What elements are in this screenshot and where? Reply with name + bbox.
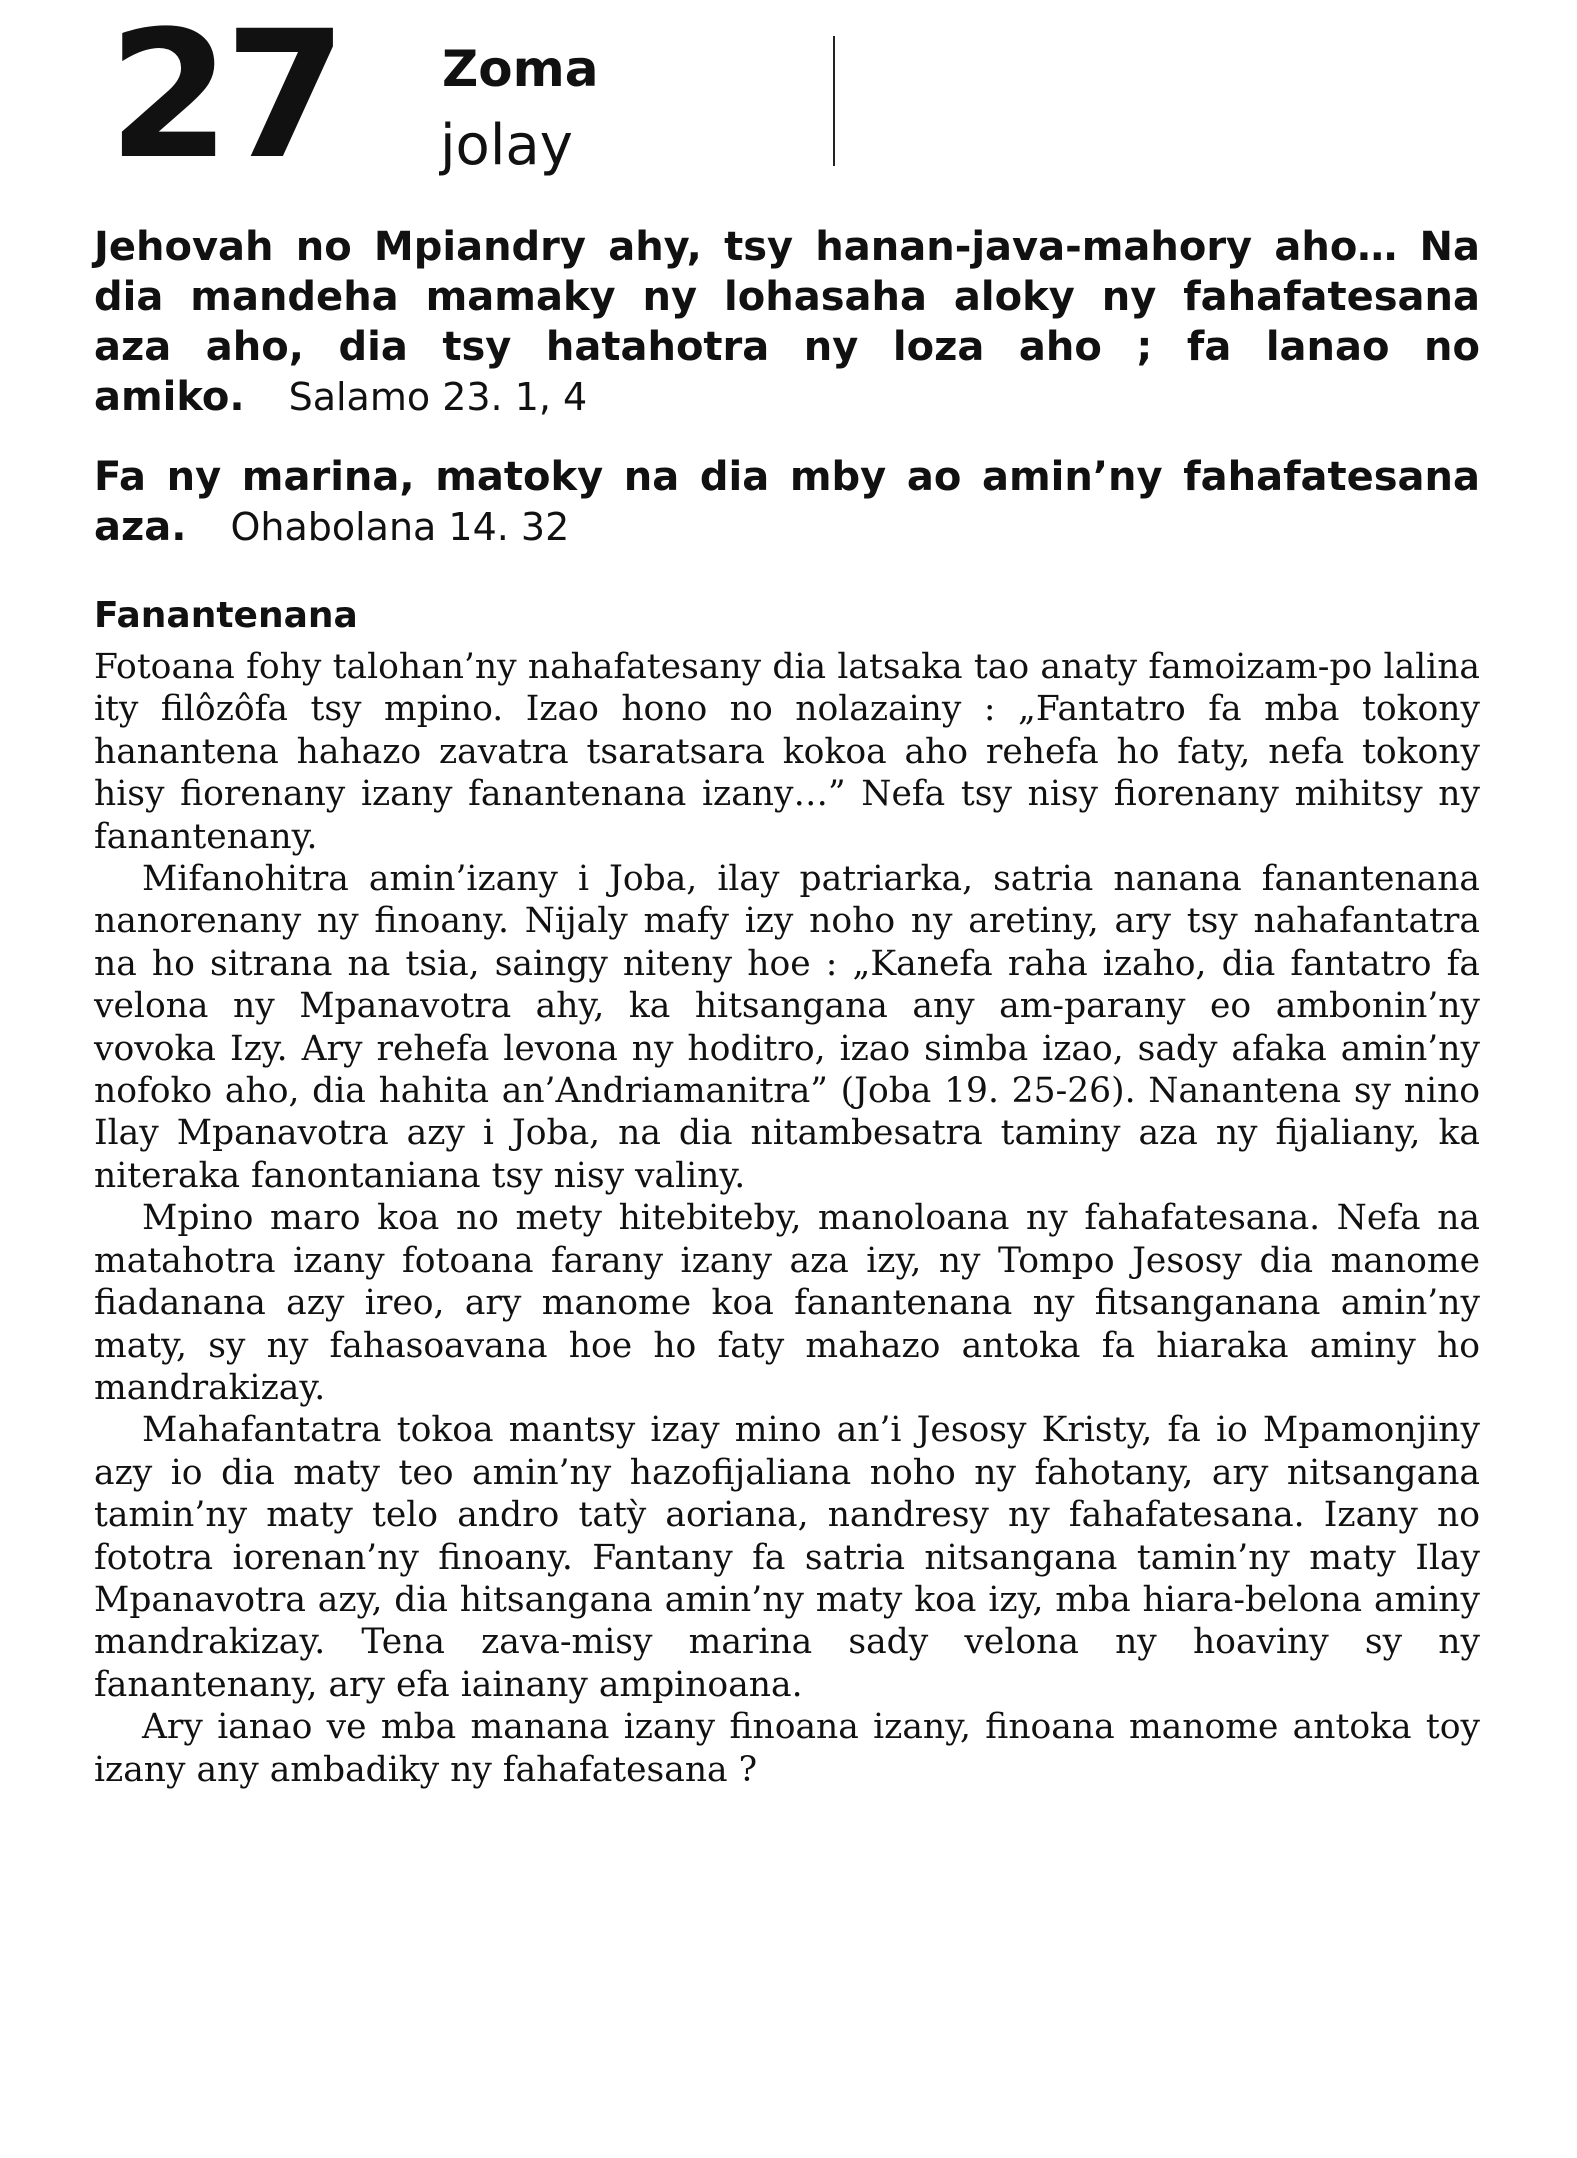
day-name: Zoma (442, 40, 599, 98)
verse-text: Jehovah no Mpiandry ahy, tsy hanan-java-mahory aho… Na dia mandeha mamaky ny lohasaha aloky ny fahafatesana aza aho, dia tsy hatahotra ny loza aho ; fa lanao no amiko. (94, 224, 1480, 420)
body-paragraph: Ary ianao ve mba manana izany finoana izany, finoana manome antoka toy izany any ambadiky ny fahafatesana ? (94, 1707, 1480, 1790)
body-paragraph: Fotoana fohy talohan’ny nahafatesany dia latsaka tao anaty famoizam-po lalina ity filôzôfa tsy mpino. Izao hono no nolazainy : „Fantatro fa mba tokony hanantena hahazo zavatra tsaratsara kokoa aho rehefa ho faty, nefa tokony hisy fiorenany izany fanantenana izany…” Nefa tsy nisy fiorenany mihitsy ny fanantenany. (94, 647, 1480, 857)
verse-text: Fa ny marina, matoky na dia mby ao amin’ny fahafatesana aza. (94, 454, 1480, 550)
meditation-body (94, 646, 1480, 1791)
section-title: Fanantenana (94, 595, 358, 636)
verse-primary (94, 222, 1480, 422)
header-divider (833, 36, 835, 166)
body-paragraph: Mifanohitra amin’izany i Joba, ilay patriarka, satria nanana fanantenana nanorenany ny finoany. Nijaly mafy izy noho ny aretiny, ary tsy nahafantatra na ho sitrana na tsia, saingy niteny hoe : „Kanefa raha izaho, dia fantatro fa velona ny Mpanavotra ahy, ka hitsangana any am-parany eo ambonin’ny vovoka Izy. Ary rehefa levona ny hoditro, izao simba izao, sady afaka amin’ny nofoko aho, dia hahita an’Andriamanitra” (Joba 19. 25-26). Nanantena sy nino Ilay Mpanavotra azy i Joba, na dia nitambesatra taminy aza ny fijaliany, ka niteraka fanontaniana tsy nisy valiny. (94, 859, 1480, 1196)
verse-secondary (94, 452, 1480, 552)
verse-reference: Salamo 23. 1, 4 (288, 375, 588, 419)
verse-reference: Ohabolana 14. 32 (230, 505, 570, 549)
body-paragraph: Mpino maro koa no mety hitebiteby, manoloana ny fahafatesana. Nefa na matahotra izany fotoana farany izany aza izy, ny Tompo Jesosy dia manome fiadanana azy ireo, ary manome koa fanantenana ny fitsanganana amin’ny maty, sy ny fahasoavana hoe ho faty mahazo antoka fa hiaraka aminy ho mandrakizay. (94, 1198, 1480, 1408)
month-name: jolay (440, 113, 573, 178)
day-number: 27 (108, 0, 341, 198)
body-paragraph: Mahafantatra tokoa mantsy izay mino an’i Jesosy Kristy, fa io Mpamonjiny azy io dia maty teo amin’ny hazofijaliana noho ny fahotany, ary nitsangana tamin’ny maty telo andro tatỳ aoriana, nandresy ny fahafatesana. Izany no fototra iorenan’ny finoany. Fantany fa satria nitsangana tamin’ny maty Ilay Mpanavotra azy, dia hitsangana amin’ny maty koa izy, mba hiara-belona aminy mandrakizay. Tena zava-misy marina sady velona ny hoaviny sy ny fanantenany, ary efa iainany ampinoana. (94, 1410, 1480, 1705)
